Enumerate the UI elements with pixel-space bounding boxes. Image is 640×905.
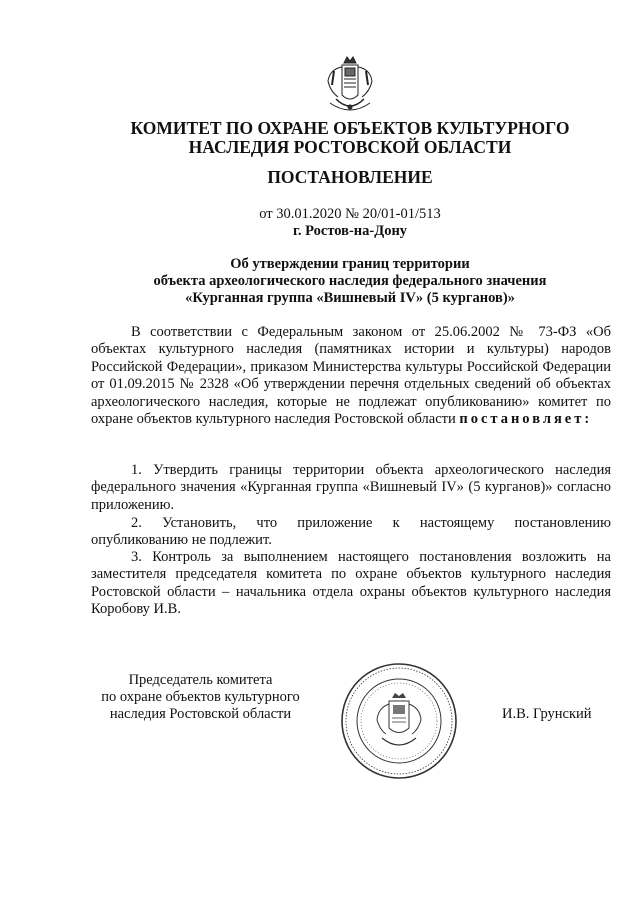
signer-name: И.В. Грунский [502,706,592,722]
date-and-number: от 30.01.2020 № 20/01-01/513 [259,206,441,222]
decree-item-1 [91,462,611,514]
decree-item-2-text: 2. Установить, что приложение к настоящему постановлению опубликованию не подлежит. [91,515,611,549]
signer-title-line3: наследия Ростовской области [109,706,292,722]
official-round-seal-icon [340,662,458,780]
decree-item-3-text: 3. Контроль за выполнением настоящего постановления возложить на заместителя председателя комитета по охране объектов культурного наследия Ростовской области – начальника отдела охраны объектов культурного наследия Коробову И.В. [91,549,611,618]
decree-item-2 [91,515,611,550]
city: г. Ростов-на-Дону [292,223,408,239]
decree-item-1-text: 1. Утвердить границы территории объекта археологического наследия федерального значения «Курганная группа «Вишневый IV» (5 курганов)» согласно приложению. [91,462,611,513]
preamble-text: В соответствии с Федеральным законом от 25.06.2002 № 73-ФЗ «Об объектах культурного наследия (памятниках истории и культуры) народов Российской Федерации», приказом Министерства культуры Российской Федерации от 01.09.2015 № 2328 «Об утверждении перечня отдельных сведений об объектах археологического наследия, которые не подлежат опубликованию» комитет по охране объектов культурного наследия Ростовской области [91,324,611,428]
rostov-oblast-coat-of-arms-icon [322,55,378,117]
organization-name-line2: НАСЛЕДИЯ РОСТОВСКОЙ ОБЛАСТИ [188,137,512,157]
preamble-paragraph [91,324,611,428]
subject-line3: «Курганная группа «Вишневый IV» (5 курганов)» [185,290,515,306]
decree-word: постановляет: [459,411,593,428]
decree-item-3 [91,549,611,619]
subject-line1: Об утверждении границ территории [230,256,470,272]
subject-line2: объекта археологического наследия федерального значения [153,273,547,289]
document-type: ПОСТАНОВЛЕНИЕ [267,167,433,187]
organization-name-line1: КОМИТЕТ ПО ОХРАНЕ ОБЪЕКТОВ КУЛЬТУРНОГО [130,118,570,138]
signer-title-line2: по охране объектов культурного [101,689,300,705]
signer-title-line1: Председатель комитета [128,672,273,688]
